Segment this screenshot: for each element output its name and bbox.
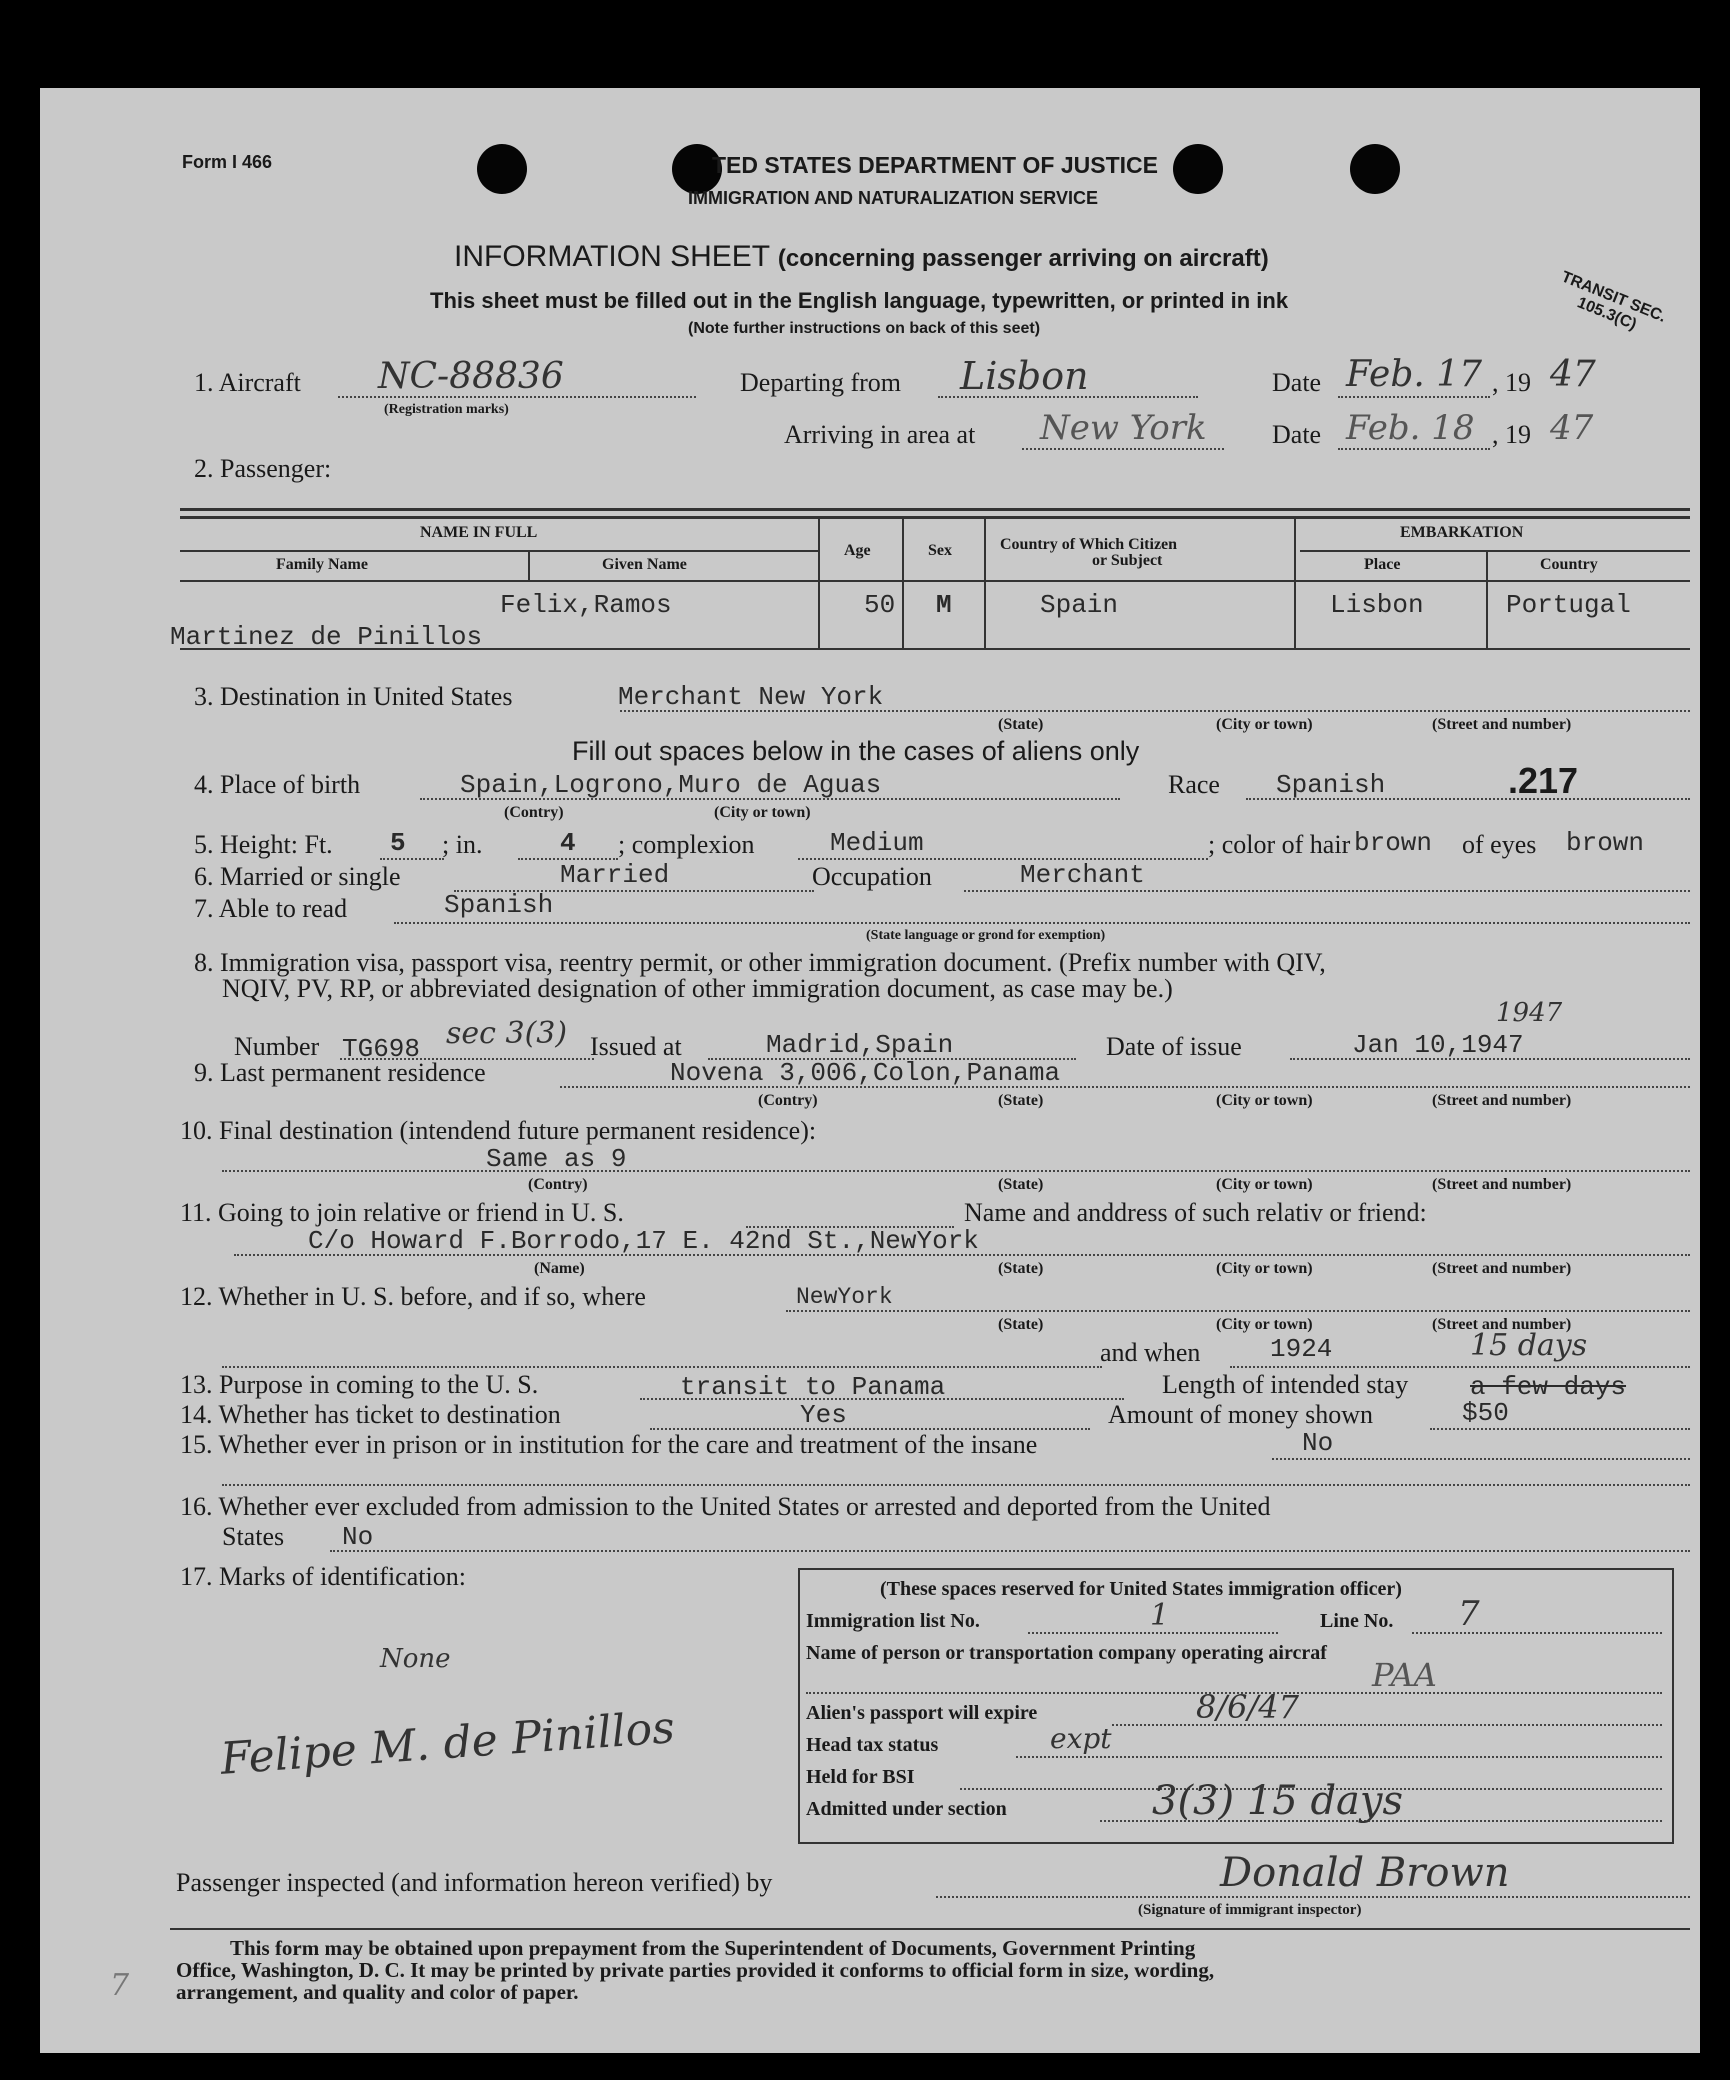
- service-name: IMMIGRATION AND NATURALIZATION SERVICE: [688, 188, 1098, 208]
- doi-year-hand: 1947: [1496, 998, 1563, 1028]
- birth-value: Spain,Logrono,Muro de Aguas: [460, 770, 882, 800]
- excluded-line-1: 16. Whether ever excluded from admission to the United States or arrested and deported from the United: [180, 1492, 1271, 1521]
- family-name-header: Family Name: [276, 556, 368, 573]
- married-label: 6. Married or single: [194, 862, 401, 891]
- instruction-line: This sheet must be filled out in the English language, typewritten, or printed in ink: [430, 288, 1289, 313]
- before-label: 12. Whether in U. S. before, and if so, where: [180, 1282, 646, 1311]
- complexion-label: ; complexion: [618, 830, 755, 859]
- footer-line-2: Office, Washington, D. C. It may be printed by private parties provided it conforms to official form in size, wording,: [176, 1958, 1215, 1982]
- stay-value: a few days: [1470, 1372, 1627, 1402]
- country-value: Portugal: [1506, 590, 1631, 620]
- doi-value: Jan 10,1947: [1352, 1030, 1524, 1060]
- year-value: 47: [1550, 354, 1596, 395]
- sheet-title: INFORMATION SHEET: [454, 240, 770, 273]
- hair-value: brown: [1354, 828, 1433, 858]
- height-ft: 5: [390, 828, 406, 858]
- married-value: Married: [560, 860, 670, 890]
- sex-value: M: [936, 590, 952, 620]
- occupation-value: Merchant: [1020, 860, 1145, 890]
- issued-label: Issued at: [590, 1032, 682, 1061]
- agency-name: TED STATES DEPARTMENT OF JUSTICE: [712, 152, 1158, 178]
- footer-line-3: arrangement, and quality and color of paper.: [176, 1980, 579, 2004]
- officer-box-title: (These spaces reserved for United States immigration officer): [880, 1578, 1402, 1600]
- departing-value: Lisbon: [960, 354, 1089, 398]
- arriving-value: New York: [1040, 408, 1207, 448]
- bsi-label: Held for BSI: [806, 1766, 915, 1788]
- final-value: Same as 9: [486, 1144, 627, 1174]
- citizen-header-2: or Subject: [1092, 552, 1163, 569]
- citizen-value: Spain: [1040, 590, 1119, 620]
- family-name-value: Martinez de Pinillos: [170, 622, 483, 652]
- sheet-title-line: [454, 240, 1269, 274]
- citizen-header: Country of Which Citizen: [1000, 536, 1178, 553]
- inspector-signature: Donald Brown: [1220, 1850, 1510, 1896]
- race-label: Race: [1168, 770, 1220, 799]
- state-caption: (State): [998, 1260, 1044, 1277]
- street-caption: (Street and number): [1432, 1260, 1572, 1277]
- eyes-label: of eyes: [1462, 830, 1537, 859]
- race-code: .217: [1508, 760, 1579, 801]
- embarkation-header: EMBARKATION: [1400, 524, 1524, 541]
- passport-label: Alien's passport will expire: [806, 1702, 1038, 1724]
- arr-date-value: Feb. 18: [1346, 408, 1475, 448]
- final-label: 10. Final destination (intendend future permanent residence):: [180, 1116, 817, 1145]
- before-when-value: 1924: [1270, 1334, 1333, 1364]
- ticket-value: Yes: [800, 1400, 847, 1430]
- list-value: 1: [1150, 1598, 1170, 1633]
- stay-hand: 15 days: [1470, 1328, 1588, 1363]
- place-value: Lisbon: [1330, 590, 1424, 620]
- height-label: 5. Height: Ft.: [194, 830, 333, 859]
- aircraft-value: NC-88836: [378, 356, 564, 397]
- read-value: Spanish: [444, 890, 554, 920]
- date-value: Feb. 17: [1346, 354, 1483, 395]
- arr-year-prefix: , 19: [1492, 420, 1531, 449]
- section-value: 3(3) 15 days: [1152, 1778, 1404, 1824]
- city-caption: (City or town): [1216, 1316, 1313, 1333]
- marks-value: None: [380, 1644, 451, 1674]
- passenger-signature: Felipe M. de Pinillos: [218, 1702, 677, 1785]
- height-in: 4: [560, 828, 576, 858]
- tax-label: Head tax status: [806, 1734, 939, 1756]
- issued-value: Madrid,Spain: [766, 1030, 954, 1060]
- visa-line-1: 8. Immigration visa, passport visa, reentry permit, or other immigration document. (Prefix number with QIV,: [194, 948, 1326, 977]
- sex-header: Sex: [928, 542, 952, 559]
- before-value: NewYork: [796, 1284, 893, 1310]
- city-caption: (City or town): [1216, 1092, 1313, 1109]
- list-label: Immigration list No.: [806, 1610, 980, 1632]
- arr-date-label: Date: [1272, 420, 1322, 449]
- country-caption: (Contry): [758, 1092, 818, 1109]
- residence-value: Novena 3,006,Colon,Panama: [670, 1058, 1061, 1088]
- money-label: Amount of money shown: [1108, 1400, 1374, 1429]
- purpose-value: transit to Panama: [680, 1372, 946, 1402]
- doi-label: Date of issue: [1106, 1032, 1242, 1061]
- operator-value: PAA: [1372, 1656, 1437, 1694]
- note-line: (Note further instructions on back of this seet): [688, 320, 1041, 337]
- passport-value: 8/6/47: [1196, 1688, 1299, 1726]
- stay-label: Length of intended stay: [1162, 1370, 1409, 1399]
- prison-value: No: [1302, 1428, 1334, 1458]
- footer-line-1: This form may be obtained upon prepayment from the Superintendent of Documents, Government Printing: [230, 1936, 1196, 1960]
- visa-hand-note: sec 3(3): [446, 1016, 568, 1051]
- transit-stamp: TRANSIT SEC. 105.3(C): [1558, 268, 1669, 334]
- complexion-value: Medium: [830, 828, 924, 858]
- join-label: 11. Going to join relative or friend in U. S.: [180, 1198, 624, 1227]
- city-caption: (City or town): [1216, 1260, 1313, 1277]
- punch-hole: [1173, 144, 1223, 194]
- excluded-value: No: [342, 1522, 374, 1552]
- ticket-label: 14. Whether has ticket to destination: [180, 1400, 561, 1429]
- inspected-label: Passenger inspected (and information hereon verified) by: [176, 1868, 773, 1897]
- eyes-value: brown: [1566, 828, 1645, 858]
- prison-label: 15. Whether ever in prison or in institution for the care and treatment of the insane: [180, 1430, 1038, 1459]
- state-caption: (State): [998, 1316, 1044, 1333]
- year-prefix: , 19: [1492, 368, 1531, 397]
- age-value: 50: [864, 590, 896, 620]
- operator-label: Name of person or transportation company operating aircraf: [806, 1642, 1327, 1664]
- destination-label: 3. Destination in United States: [194, 682, 513, 711]
- read-label: 7. Able to read: [194, 894, 348, 923]
- money-value: $50: [1462, 1398, 1509, 1428]
- visa-line-2: NQIV, PV, RP, or abbreviated designation of other immigration document, as case may be.): [222, 974, 1173, 1003]
- passenger-label: 2. Passenger:: [194, 454, 332, 483]
- street-caption: (Street and number): [1432, 1316, 1572, 1333]
- age-header: Age: [844, 542, 871, 559]
- join-name-label: Name and anddress of such relativ or friend:: [964, 1198, 1427, 1227]
- read-caption: (State language or grond for exemption): [866, 928, 1106, 943]
- purpose-label: 13. Purpose in coming to the U. S.: [180, 1370, 539, 1399]
- registration-caption: (Registration marks): [384, 402, 509, 417]
- city-caption: (City or town): [714, 804, 811, 821]
- name-in-full-header: NAME IN FULL: [420, 524, 538, 541]
- name-caption: (Name): [534, 1260, 585, 1277]
- punch-hole: [1350, 144, 1400, 194]
- city-caption: (City or town): [1216, 1176, 1313, 1193]
- line-label: Line No.: [1320, 1610, 1394, 1632]
- given-name-header: Given Name: [602, 556, 687, 573]
- hair-label: ; color of hair: [1208, 830, 1351, 859]
- margin-mark: 7: [110, 1968, 130, 2003]
- section-label: Admitted under section: [806, 1798, 1007, 1820]
- country-header: Country: [1540, 556, 1598, 573]
- destination-value: Merchant New York: [618, 682, 884, 712]
- street-caption: (Street and number): [1432, 1176, 1572, 1193]
- punch-hole: [477, 144, 527, 194]
- residence-label: 9. Last permanent residence: [194, 1058, 486, 1087]
- birth-label: 4. Place of birth: [194, 770, 361, 799]
- height-in-label: ; in.: [442, 830, 483, 859]
- departing-label: Departing from: [740, 368, 902, 397]
- city-caption: (City or town): [1216, 716, 1313, 733]
- form-paper: [40, 88, 1700, 2053]
- arriving-label: Arriving in area at: [784, 420, 976, 449]
- country-caption: (Contry): [528, 1176, 588, 1193]
- sheet-subtitle: (concerning passenger arriving on aircraft): [777, 245, 1269, 272]
- state-caption: (State): [998, 1176, 1044, 1193]
- country-caption: (Contry): [504, 804, 564, 821]
- line-value: 7: [1458, 1594, 1480, 1634]
- visa-number-label: Number: [234, 1032, 320, 1061]
- street-caption: (Street and number): [1432, 716, 1572, 733]
- given-name-value: Felix,Ramos: [500, 590, 672, 620]
- place-header: Place: [1364, 556, 1401, 573]
- state-caption: (State): [998, 716, 1044, 733]
- state-caption: (State): [998, 1092, 1044, 1109]
- date-label: Date: [1272, 368, 1322, 397]
- marks-label: 17. Marks of identification:: [180, 1562, 466, 1591]
- occupation-label: Occupation: [812, 862, 932, 891]
- form-number: Form I 466: [182, 152, 273, 172]
- inspector-caption: (Signature of immigrant inspector): [1138, 1902, 1362, 1918]
- street-caption: (Street and number): [1432, 1092, 1572, 1109]
- race-value: Spanish: [1276, 770, 1386, 800]
- aircraft-label: 1. Aircraft: [194, 368, 301, 397]
- visa-number: TG698: [342, 1034, 421, 1064]
- tax-value: expt: [1050, 1722, 1112, 1755]
- fill-out-note: Fill out spaces below in the cases of aliens only: [572, 736, 1140, 766]
- join-value: C/o Howard F.Borrodo,17 E. 42nd St.,NewYork: [308, 1226, 979, 1256]
- excluded-line-2: States: [222, 1522, 285, 1551]
- arr-year-value: 47: [1550, 408, 1594, 448]
- before-when-label: and when: [1100, 1338, 1201, 1367]
